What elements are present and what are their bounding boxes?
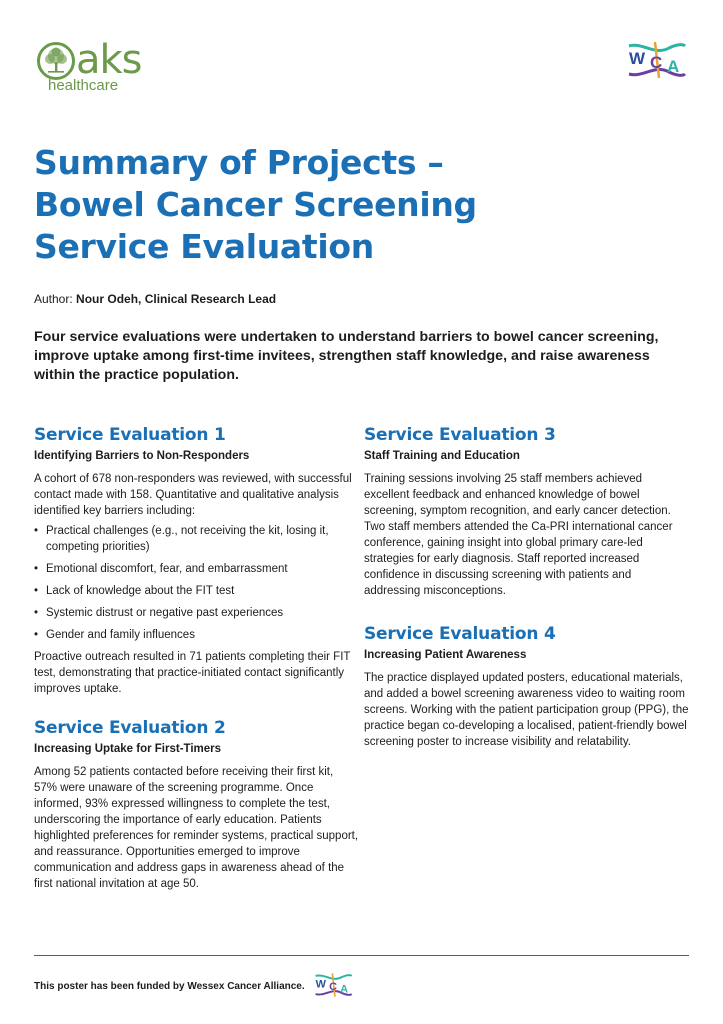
- title-line: Summary of Projects –: [34, 143, 444, 182]
- wca-letter-a: A: [667, 57, 680, 76]
- section-text-conclusion: Proactive outreach resulted in 71 patients completing their FIT test, demonstrating that practice-initiated contact significantly improves uptake.: [34, 651, 351, 695]
- wca-letter-w: W: [629, 49, 646, 68]
- section-subheading: Identifying Barriers to Non-Responders: [34, 450, 250, 462]
- list-item: • Practical challenges (e.g., not receiving the kit, losing it, competing priorities): [34, 523, 359, 555]
- wessex-cancer-alliance-footer-logo: [313, 970, 353, 1000]
- service-evaluation-1: [34, 424, 359, 697]
- right-column: [364, 424, 689, 750]
- list-item: • Systemic distrust or negative past experiences: [34, 605, 359, 621]
- intro-summary: Four service evaluations were undertaken to understand barriers to bowel cancer screening, improve uptake among first-time invitees, strengthen staff knowledge, and raise awareness within the practice population.: [34, 329, 659, 383]
- section-subheading: Increasing Patient Awareness: [364, 649, 527, 661]
- wessex-cancer-alliance-logo: [625, 38, 687, 82]
- barrier-list: [34, 523, 359, 643]
- title-line: Bowel Cancer Screening: [34, 185, 477, 224]
- author-line: [34, 291, 276, 307]
- wca-letter-c: C: [650, 53, 663, 72]
- list-item: • Gender and family influences: [34, 627, 359, 643]
- service-evaluation-4: [364, 623, 689, 750]
- section-heading: Service Evaluation 1: [34, 425, 226, 445]
- section-subheading: Staff Training and Education: [364, 450, 520, 462]
- page-title: [34, 142, 634, 268]
- funding-note: This poster has been funded by Wessex Cancer Alliance.: [34, 981, 305, 992]
- wca-letter-c: C: [329, 981, 338, 994]
- oaks-subtitle: healthcare: [48, 77, 119, 94]
- oaks-healthcare-logo: [36, 38, 166, 96]
- section-subheading: Increasing Uptake for First-Timers: [34, 743, 222, 755]
- author-name: Nour Odeh, Clinical Research Lead: [76, 292, 277, 306]
- section-text: Among 52 patients contacted before receiving their first kit, 57% were unaware of the screening programme. Once informed, 93% expressed willingness to complete the test, underscoring the importance of early education. Patients highlighted preferences for reminder systems, practical support, and reassurance. Opportunities emerged to improve communication and address gaps in awareness ahead of the first national invitation at age 50.: [34, 766, 359, 890]
- list-item: • Emotional discomfort, fear, and embarrassment: [34, 561, 359, 577]
- section-heading: Service Evaluation 4: [364, 624, 556, 644]
- footer-divider: [34, 955, 689, 956]
- section-text: A cohort of 678 non-responders was reviewed, with successful contact made with 158. Quantitative and qualitative analysis identified key barriers including:: [34, 473, 352, 517]
- left-column: [34, 424, 359, 892]
- service-evaluation-3: [364, 424, 689, 599]
- service-evaluation-2: [34, 717, 359, 892]
- wca-letter-a: A: [340, 983, 349, 996]
- title-line: Service Evaluation: [34, 227, 374, 266]
- oaks-wordmark: aks: [76, 37, 142, 83]
- section-text: Training sessions involving 25 staff members achieved excellent feedback and enhanced knowledge of bowel screening, symptom recognition, and early cancer detection. Two staff members attended the Ca-PRI international cancer conference, gaining insight into global primary care-led strategies for early diagnosis. Staff reported increased confidence in discussing screening with patients and addressing misconceptions.: [364, 473, 673, 597]
- wca-letter-w: W: [315, 978, 326, 991]
- list-item: • Lack of knowledge about the FIT test: [34, 583, 359, 599]
- section-heading: Service Evaluation 2: [34, 718, 226, 738]
- author-label: Author:: [34, 292, 73, 306]
- section-heading: Service Evaluation 3: [364, 425, 556, 445]
- section-text: The practice displayed updated posters, educational materials, and added a bowel screening awareness video to waiting room screens. Working with the patient participation group (PPG), the practice began co-developing a localised, patient-friendly bowel screening poster to increase visibility and relatability.: [364, 672, 689, 748]
